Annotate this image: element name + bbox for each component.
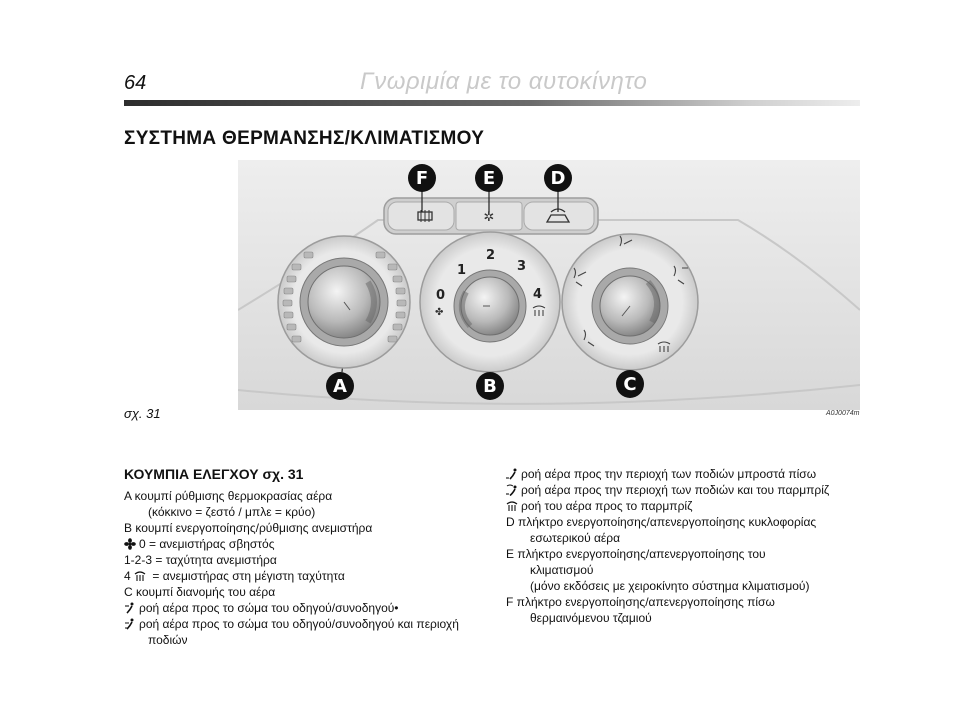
body-feet-airflow-icon xyxy=(124,618,136,630)
legend-text: εσωτερικού αέρα xyxy=(530,531,621,545)
svg-text:✲: ✲ xyxy=(483,210,495,225)
svg-text:E: E xyxy=(482,168,496,189)
svg-text:B: B xyxy=(483,376,497,397)
fan-scale-label: 0 xyxy=(436,288,446,303)
legend-text: ποδιών xyxy=(148,633,188,647)
legend-text: ροή αέρα προς την περιοχή των ποδιών μπροστά πίσω xyxy=(521,467,817,481)
fan-scale-label: 4 xyxy=(533,287,543,302)
page-number: 64 xyxy=(124,72,147,94)
legend-text: ροή αέρα προς την περιοχή των ποδιών και του παρμπρίζ xyxy=(521,483,830,497)
legend-line xyxy=(506,546,866,562)
fan-knob-B[interactable] xyxy=(420,232,560,372)
feet-airflow-icon xyxy=(506,468,518,480)
callout-B xyxy=(476,372,504,400)
legend-line xyxy=(506,514,866,530)
running-title: Γνωριμία με το αυτοκίνητο xyxy=(360,68,648,95)
legend-line xyxy=(506,594,866,610)
section-title: ΣΥΣΤΗΜΑ ΘΕΡΜΑΝΣΗΣ/ΚΛΙΜΑΤΙΣΜΟΥ xyxy=(124,128,485,149)
fan-scale-label: 1 xyxy=(457,263,467,278)
legend-line xyxy=(124,488,484,504)
callout-D xyxy=(544,164,572,192)
legend-text: B κουμπί ενεργοποίησης/ρύθμισης ανεμιστήρα xyxy=(124,521,373,535)
legend-right-column xyxy=(506,466,866,626)
legend-line xyxy=(124,552,484,568)
legend-text: (κόκκινο = ζεστό / μπλε = κρύο) xyxy=(148,505,316,519)
legend-line xyxy=(124,536,484,552)
callout-A xyxy=(326,372,354,400)
svg-text:C: C xyxy=(623,374,637,395)
legend-text: (μόνο εκδόσεις με χειροκίνητο σύστημα κλιματισμού) xyxy=(530,579,810,593)
windscreen-defrost-icon xyxy=(506,500,518,512)
legend-line xyxy=(506,482,866,498)
legend-text: θερμαινόμενου τζαμιού xyxy=(530,611,652,625)
air-distribution-knob-C[interactable] xyxy=(562,234,698,370)
legend-text-suffix: = ανεμιστήρας στη μέγιστη ταχύτητα xyxy=(149,569,345,583)
climate-panel-figure xyxy=(238,160,860,410)
legend-line xyxy=(506,466,866,482)
legend-line xyxy=(506,498,866,514)
fan-scale-label: 2 xyxy=(486,248,496,263)
fan-icon: ✤ xyxy=(435,307,444,318)
callout-F xyxy=(408,164,436,192)
defrost-icon xyxy=(134,570,146,582)
feet-windscreen-airflow-icon xyxy=(506,484,518,496)
svg-text:A: A xyxy=(333,376,347,397)
callout-C xyxy=(616,370,644,398)
legend-text: 1-2-3 = ταχύτητα ανεμιστήρα xyxy=(124,553,277,567)
legend-line xyxy=(124,600,484,616)
legend-line xyxy=(124,616,484,632)
legend-line xyxy=(124,632,484,648)
legend-text: ροή του αέρα προς το παρμπρίζ xyxy=(521,499,693,513)
legend-text: A κουμπί ρύθμισης θερμοκρασίας αέρα xyxy=(124,489,333,503)
legend-line xyxy=(124,568,484,584)
callout-E xyxy=(475,164,503,192)
legend-text: C κουμπί διανομής του αέρα xyxy=(124,585,276,599)
legend-left-column xyxy=(124,466,484,648)
svg-text:D: D xyxy=(550,168,566,189)
legend-line xyxy=(124,504,484,520)
ac-button[interactable] xyxy=(484,210,495,225)
legend-text: ροή αέρα προς το σώμα του οδηγού/συνοδηγού και περιοχή xyxy=(139,617,459,631)
body-airflow-icon xyxy=(124,602,136,614)
svg-text:F: F xyxy=(415,168,429,189)
figure-caption: σχ. 31 xyxy=(124,406,161,421)
legend-text: D πλήκτρο ενεργοποίησης/απενεργοποίησης κυκλοφορίας xyxy=(506,515,817,529)
legend-line xyxy=(124,584,484,600)
legend-text: E πλήκτρο ενεργοποίησης/απενεργοποίησης του xyxy=(506,547,766,561)
legend-line xyxy=(506,578,866,594)
figure-code: A0J0074m xyxy=(826,410,860,417)
fan-scale-label: 3 xyxy=(517,259,527,274)
legend-line xyxy=(506,530,866,546)
header-rule xyxy=(124,100,860,106)
legend-line xyxy=(506,610,866,626)
legend-line xyxy=(124,520,484,536)
legend-text: ροή αέρα προς το σώμα του οδηγού/συνοδηγού• xyxy=(139,601,399,615)
legend-text: 0 = ανεμιστήρας σβηστός xyxy=(139,537,275,551)
temperature-knob-A[interactable] xyxy=(278,236,410,368)
legend-text: κλιματισμού xyxy=(530,563,594,577)
legend-text: F πλήκτρο ενεργοποίησης/απενεργοποίησης πίσω xyxy=(506,595,775,609)
legend-title: ΚΟΥΜΠΙΑ ΕΛΕΓΧΟΥ σχ. 31 xyxy=(124,466,304,482)
fan-icon xyxy=(124,538,136,550)
legend-text: 4 xyxy=(124,569,135,583)
legend-line xyxy=(506,562,866,578)
